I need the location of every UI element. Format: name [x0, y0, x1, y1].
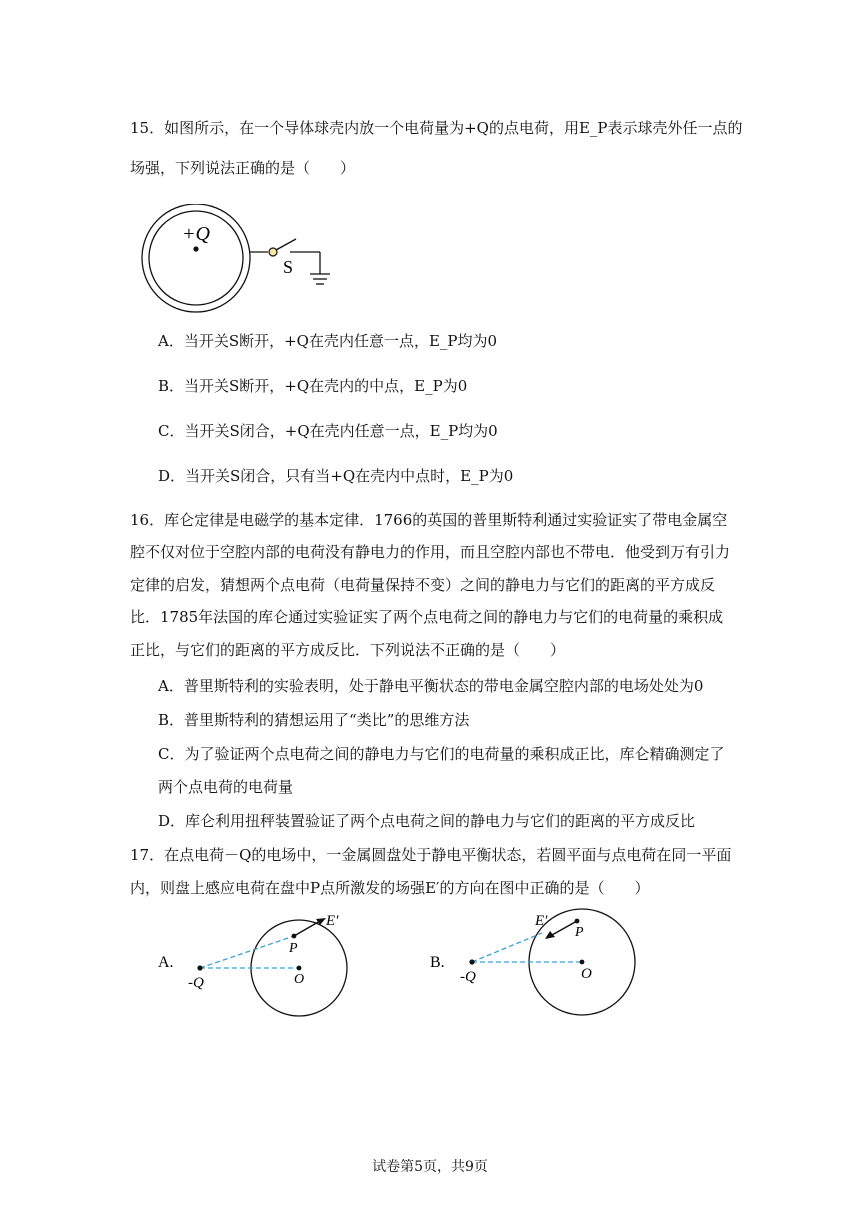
q16-stem-line1: 16．库仑定律是电磁学的基本定律．1766的英国的普里斯特利通过实验证实了带电金属空 — [130, 511, 728, 529]
q15-figure — [130, 204, 350, 316]
switch-contact — [269, 248, 277, 256]
neg-charge-dot — [197, 965, 202, 970]
field-arrow — [552, 921, 577, 935]
center-o-dot — [297, 966, 302, 971]
option-a-label: A. — [158, 954, 174, 971]
q15-option-a[interactable]: A．当开关S断开，+Q在壳内任意一点，E_P均为0 — [158, 332, 498, 350]
q16-stem-line2: 腔不仅对位于空腔内部的电荷没有静电力的作用，而且空腔内部也不带电．他受到万有引力 — [130, 543, 731, 561]
charge-label: +Q — [182, 223, 210, 245]
q17-figure-a[interactable] — [150, 905, 360, 1017]
q16-option-c-cont: 两个点电荷的电荷量 — [158, 778, 294, 796]
q16-stem-line4: 比．1785年法国的库仑通过实验证实了两个点电荷之间的静电力与它们的电荷量的乘积成 — [130, 608, 724, 626]
q17-stem-line2: 内，则盘上感应电荷在盘中P点所激发的场强E′的方向在图中正确的是（ ） — [130, 879, 650, 897]
charge-label-b: -Q — [460, 969, 476, 985]
field-arrow — [294, 921, 320, 936]
neg-charge-dot — [469, 959, 474, 964]
center-label-a: O — [294, 972, 305, 987]
q16-option-b[interactable]: B．普里斯特利的猜想运用了“类比”的思维方法 — [158, 711, 470, 729]
point-label-a: P — [289, 941, 298, 956]
q16-stem-line3: 定律的启发，猜想两个点电荷（电荷量保持不变）之间的静电力与它们的距离的平方成反 — [130, 576, 716, 594]
q16-stem-line5: 正比，与它们的距离的平方成反比．下列说法不正确的是（ ） — [130, 641, 566, 659]
field-label-a: E′ — [326, 913, 339, 929]
q17-stem-line1: 17．在点电荷－Q的电场中，一金属圆盘处于静电平衡状态，若圆平面与点电荷在同一平面 — [130, 846, 732, 864]
q15-stem-line1: 15．如图所示，在一个导体球壳内放一个电荷量为+Q的点电荷，用E_P表示球壳外任一点的 — [130, 119, 743, 137]
page-footer: 试卷第5页，共9页 — [372, 1159, 488, 1175]
outer-shell-circle — [142, 204, 250, 312]
q16-option-d[interactable]: D．库仑利用扭秤装置验证了两个点电荷之间的静电力与它们的距离的平方成反比 — [158, 812, 696, 830]
q15-option-c[interactable]: C．当开关S闭合，+Q在壳内任意一点，E_P均为0 — [158, 422, 498, 440]
q16-option-a[interactable]: A．普里斯特利的实验表明，处于静电平衡状态的带电金属空腔内部的电场处处为0 — [158, 677, 704, 695]
field-label-b: E′ — [535, 913, 548, 929]
q15-option-d[interactable]: D．当开关S闭合，只有当+Q在壳内中点时，E_P为0 — [158, 467, 514, 485]
point-charge-dot — [193, 246, 198, 251]
point-label-b: P — [575, 925, 584, 940]
charge-label-a: -Q — [188, 975, 204, 991]
switch-lever — [276, 239, 296, 250]
q17-figure-b[interactable] — [424, 905, 644, 1017]
q15-stem-line2: 场强，下列说法正确的是（ ） — [130, 159, 356, 177]
center-label-b: O — [581, 966, 592, 982]
center-o-dot — [580, 960, 585, 965]
option-b-label: B. — [430, 954, 445, 971]
q16-option-c[interactable]: C．为了验证两个点电荷之间的静电力与它们的电荷量的乘积成正比，库仑精确测定了 — [158, 745, 725, 763]
q15-option-b[interactable]: B．当开关S断开，+Q在壳内的中点，E_P为0 — [158, 377, 468, 395]
switch-label: S — [283, 257, 294, 277]
